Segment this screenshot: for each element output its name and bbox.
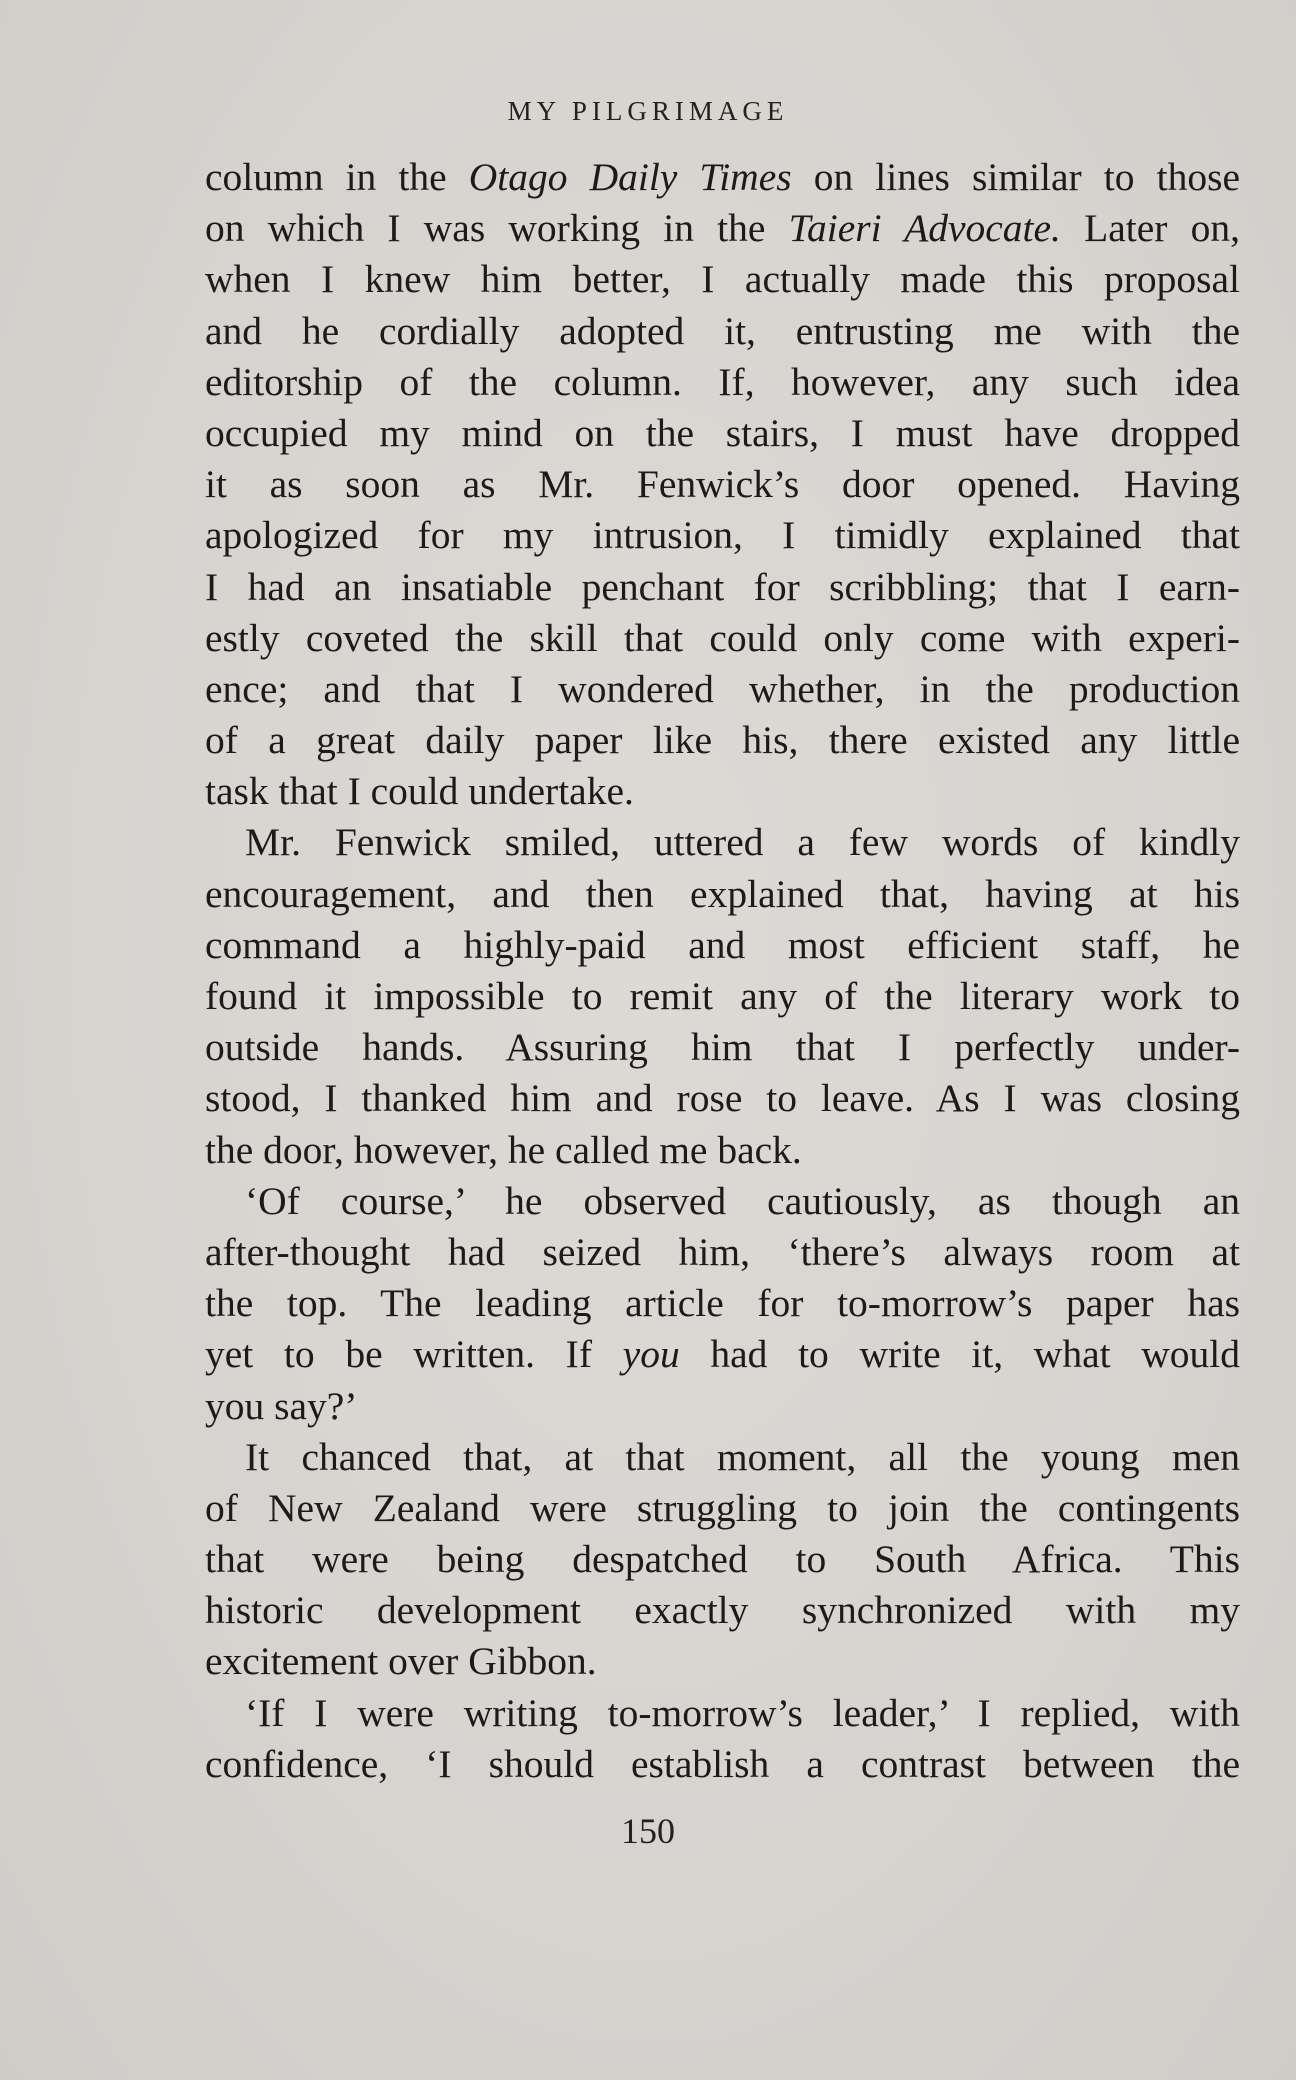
text-line-roman: task that I could undertake. <box>205 769 634 814</box>
text-line <box>205 306 1240 357</box>
text-line-roman: ‘If I were writing to-morrow’s leader,’ I replied, with <box>245 1690 1240 1735</box>
text-line-roman: stood, I thanked him and rose to leave. As I was closing <box>205 1076 1240 1121</box>
text-line-roman: It chanced that, at that moment, all the young men <box>245 1434 1240 1479</box>
text-line <box>205 203 1240 254</box>
text-line-roman: command a highly-paid and most efficient staff, he <box>205 922 1240 967</box>
body-text <box>205 152 1240 1790</box>
text-line-roman: found it impossible to remit any of the literary work to <box>205 974 1240 1018</box>
text-line <box>205 1329 1240 1380</box>
text-line-roman: and he cordially adopted it, entrusting me with the <box>205 308 1240 353</box>
text-line-roman: ‘Of course,’ he observed cautiously, as though an <box>245 1178 1240 1223</box>
text-line <box>205 1636 1240 1687</box>
text-line <box>205 1585 1240 1636</box>
text-line <box>205 766 1240 817</box>
text-line-roman: when I knew him better, I actually made this proposal <box>205 257 1240 302</box>
text-line-roman: I had an insatiable penchant for scribbling; that I earn- <box>205 564 1240 609</box>
text-line-roman: the door, however, he called me back. <box>205 1127 802 1172</box>
text-line-roman-tail: had to write it, what would <box>679 1332 1240 1377</box>
text-line <box>205 1739 1240 1790</box>
text-line <box>205 1125 1240 1176</box>
text-line <box>205 817 1240 868</box>
text-line-roman: encouragement, and then explained that, having at his <box>205 871 1240 916</box>
text-line-roman: apologized for my intrusion, I timidly explained that <box>205 513 1240 558</box>
text-line-italic: Taieri Advocate. <box>788 206 1061 251</box>
text-line <box>205 613 1240 664</box>
running-head: MY PILGRIMAGE <box>507 96 789 126</box>
text-line <box>205 1483 1240 1534</box>
page-number: 150 <box>621 1811 675 1851</box>
text-line <box>205 1432 1240 1483</box>
text-line-roman: it as soon as Mr. Fenwick’s door opened. Having <box>205 462 1240 507</box>
text-line-roman-tail: on lines similar to those <box>791 155 1240 199</box>
text-line-roman: excitement over Gibbon. <box>205 1639 597 1684</box>
text-line <box>205 1278 1240 1329</box>
text-line <box>205 152 1240 203</box>
text-line-roman: editorship of the column. If, however, any such idea <box>205 359 1240 404</box>
text-line <box>205 1381 1240 1432</box>
text-line <box>205 510 1240 561</box>
text-line-roman: after-thought had seized him, ‘there’s always room at <box>205 1229 1240 1274</box>
text-line-roman: on which I was working in the <box>205 206 789 251</box>
text-line <box>205 357 1240 408</box>
text-line <box>205 1688 1240 1739</box>
text-line-roman: yet to be written. If <box>205 1332 623 1377</box>
text-line-roman: historic development exactly synchronized with my <box>205 1588 1240 1633</box>
text-line <box>205 254 1240 305</box>
text-line <box>205 869 1240 920</box>
text-line-roman: column in the <box>205 155 469 199</box>
text-line-roman: confidence, ‘I should establish a contrast between the <box>205 1741 1240 1786</box>
text-line <box>205 408 1240 459</box>
text-line-roman: of a great daily paper like his, there existed any little <box>205 718 1240 763</box>
text-line <box>205 459 1240 510</box>
text-line-roman: estly coveted the skill that could only come with experi- <box>205 615 1240 660</box>
text-line <box>205 971 1240 1022</box>
text-line <box>205 715 1240 766</box>
text-line-roman: outside hands. Assuring him that I perfectly under- <box>205 1025 1240 1070</box>
text-line-italic: Otago Daily Times <box>468 155 792 199</box>
text-line-roman: you say?’ <box>205 1383 358 1428</box>
text-line-roman: of New Zealand were struggling to join the contingents <box>205 1485 1240 1530</box>
text-line <box>205 920 1240 971</box>
text-line-roman: occupied my mind on the stairs, I must have dropped <box>205 410 1240 455</box>
text-line-roman: ence; and that I wondered whether, in the production <box>205 666 1240 711</box>
text-line <box>205 1227 1240 1278</box>
text-line <box>205 562 1240 613</box>
text-line <box>205 1073 1240 1124</box>
text-line-italic: you <box>622 1332 680 1377</box>
text-line-roman-tail: Later on, <box>1060 206 1240 251</box>
text-line <box>205 1022 1240 1073</box>
text-line <box>205 1176 1240 1227</box>
text-line-roman: the top. The leading article for to-morrow’s paper has <box>205 1281 1240 1326</box>
text-line-roman: Mr. Fenwick smiled, uttered a few words of kindly <box>245 820 1240 865</box>
text-line-roman: that were being despatched to South Africa. This <box>205 1537 1240 1582</box>
text-line <box>205 664 1240 715</box>
text-line <box>205 1534 1240 1585</box>
